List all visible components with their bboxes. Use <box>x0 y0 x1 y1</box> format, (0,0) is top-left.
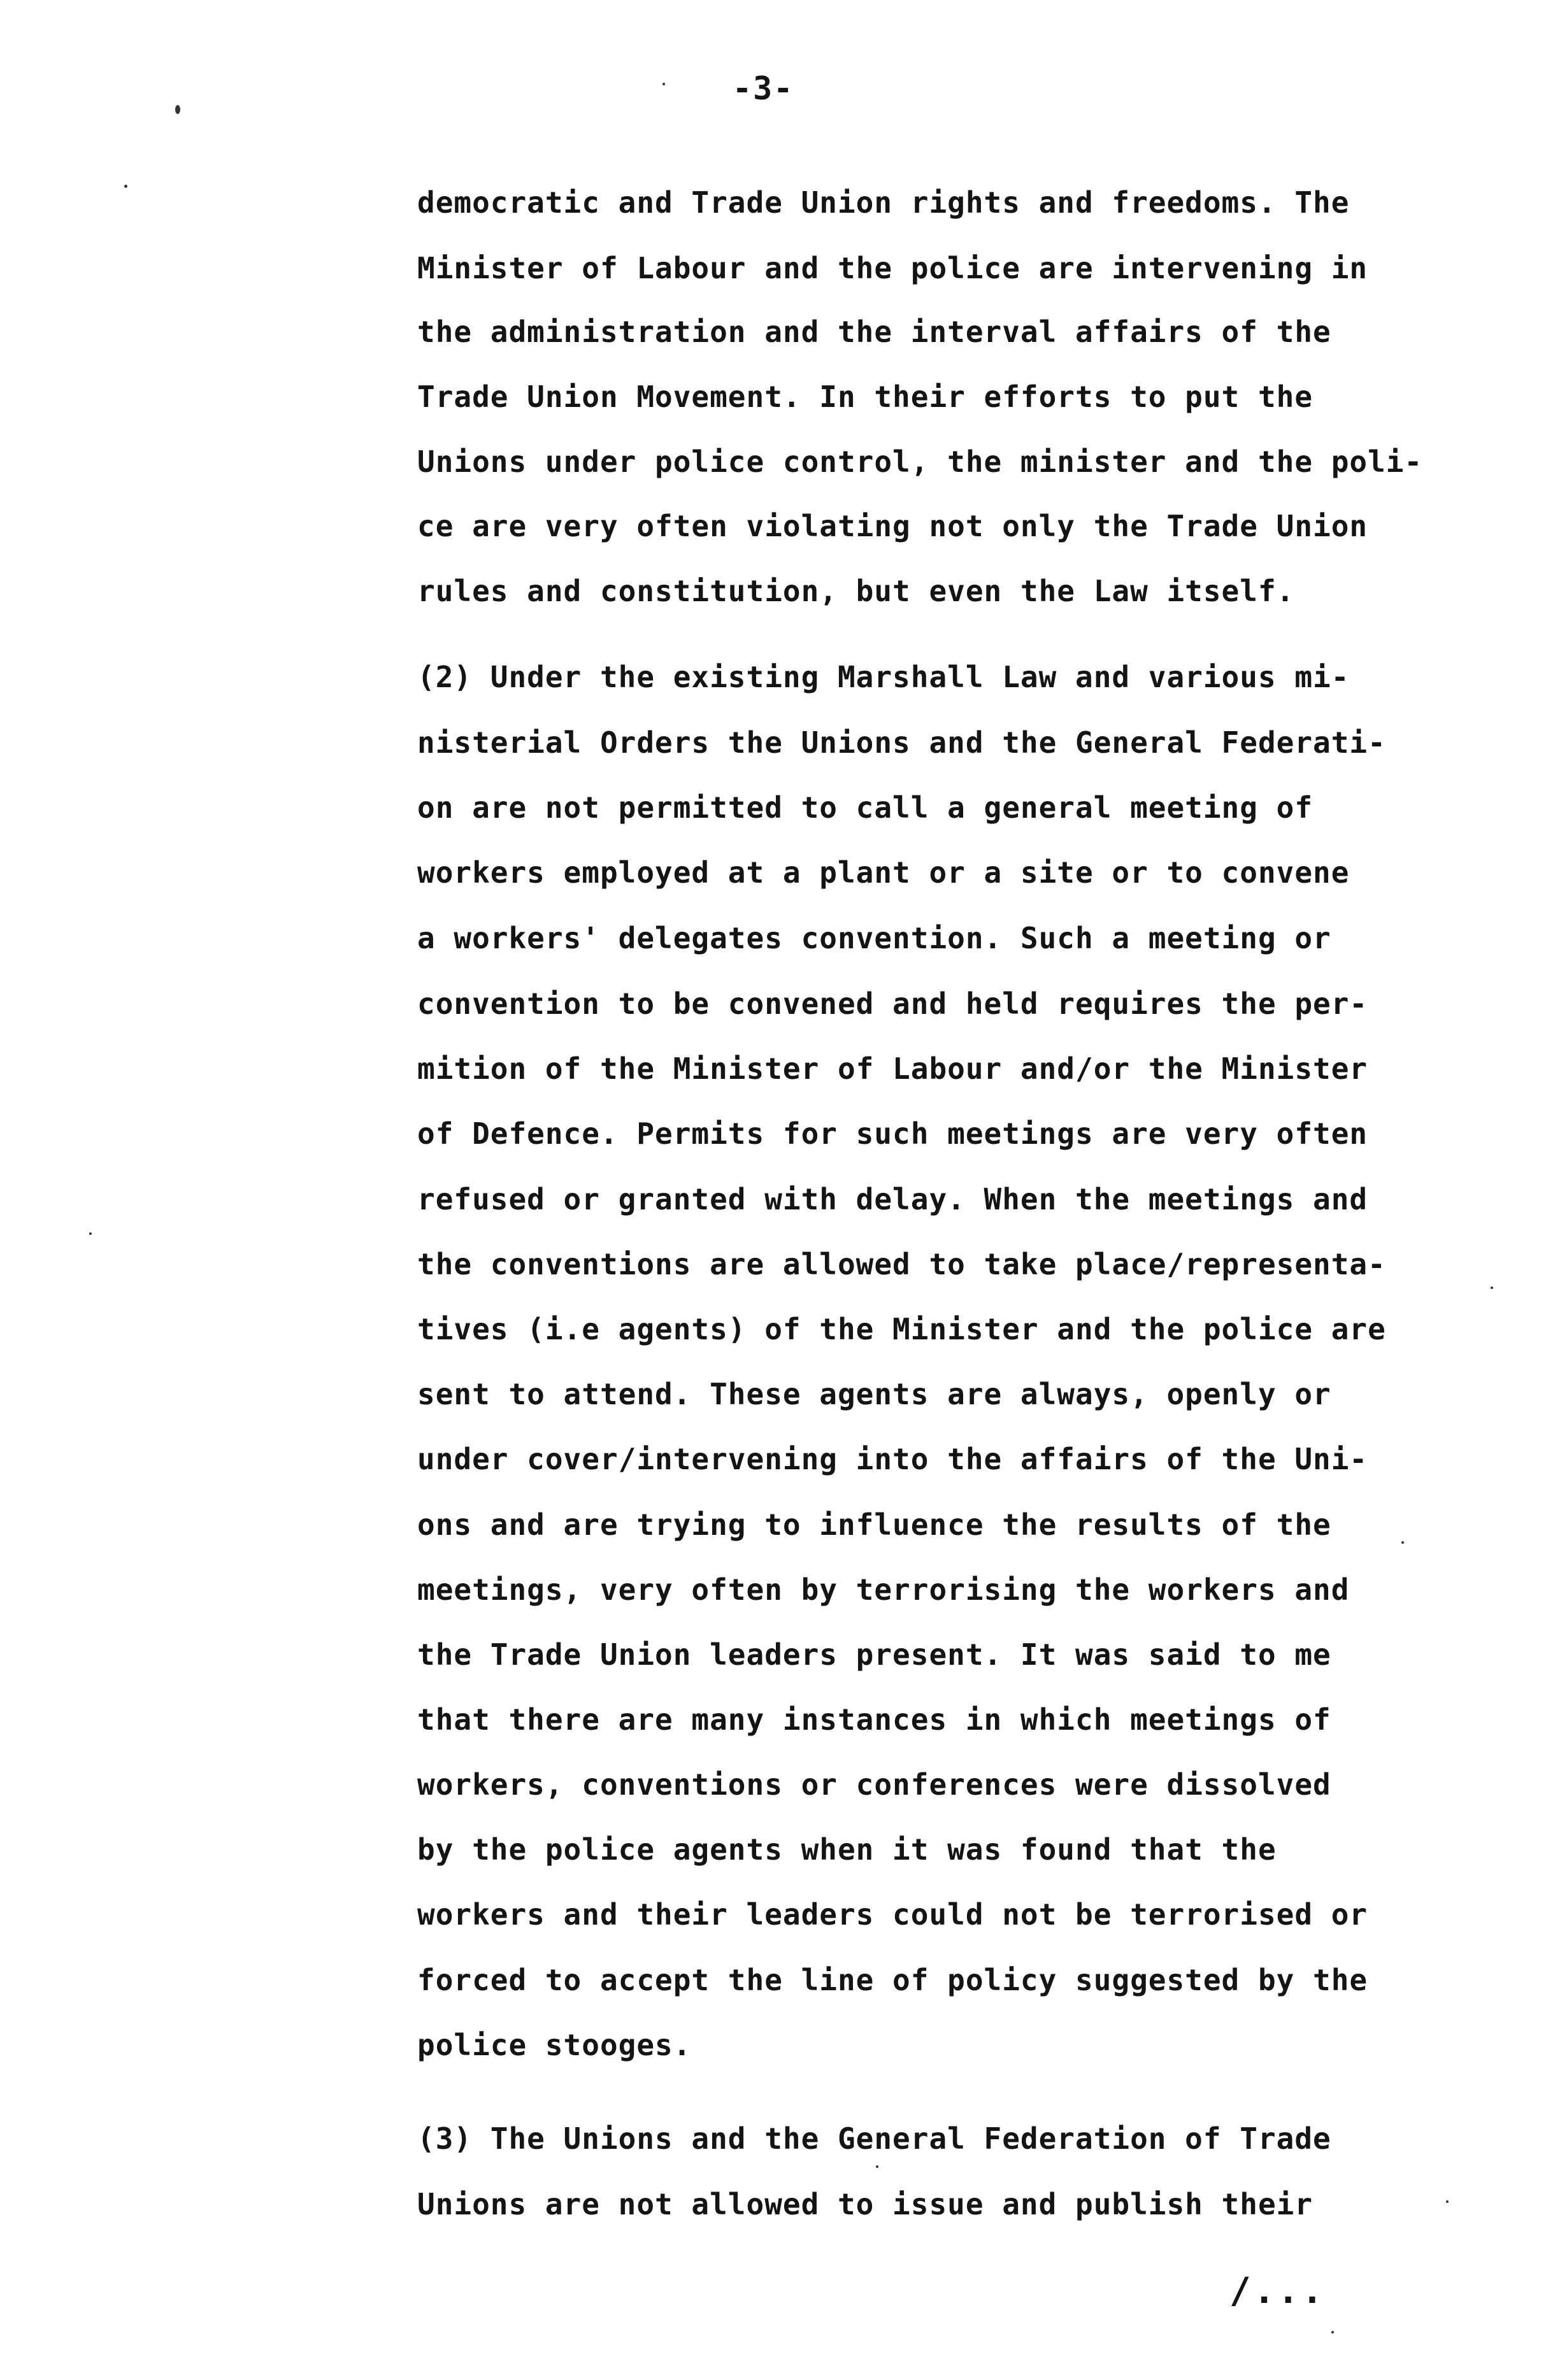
text-line: (3) The Unions and the General Federation of Trade <box>417 2121 1331 2156</box>
text-line: tives (i.e agents) of the Minister and the police are <box>417 1312 1386 1346</box>
text-line: workers, conventions or conferences were dissolved <box>417 1767 1331 1802</box>
scan-speck <box>175 105 180 114</box>
scan-speck <box>124 185 127 188</box>
text-line: the Trade Union leaders present. It was said to me <box>417 1637 1331 1672</box>
text-line: democratic and Trade Union rights and freedoms. The <box>417 185 1350 220</box>
scan-speck <box>876 2165 878 2168</box>
scan-speck <box>1491 1286 1493 1289</box>
text-line: that there are many instances in which meetings of <box>417 1702 1331 1737</box>
text-line: meetings, very often by terrorising the workers and <box>417 1572 1350 1607</box>
text-line: Trade Union Movement. In their efforts to put the <box>417 380 1313 414</box>
text-line: police stooges. <box>417 2028 692 2062</box>
text-line: workers and their leaders could not be terrorised or <box>417 1897 1368 1932</box>
text-line: on are not permitted to call a general meeting of <box>417 790 1313 825</box>
text-line: workers employed at a plant or a site or to convene <box>417 855 1350 890</box>
scan-speck <box>89 1232 92 1235</box>
scan-speck <box>1446 2200 1449 2203</box>
text-line: mition of the Minister of Labour and/or the Minister <box>417 1051 1368 1086</box>
page-number: -3- <box>733 70 794 107</box>
text-line: under cover/intervening into the affairs of the Uni- <box>417 1442 1368 1476</box>
text-line: Unions under police control, the minister and the poli- <box>417 445 1423 479</box>
text-line: ce are very often violating not only the Trade Union <box>417 509 1368 543</box>
scan-speck <box>1331 2331 1334 2334</box>
text-line: rules and constitution, but even the Law itself. <box>417 574 1295 608</box>
text-line: nisterial Orders the Unions and the General Federati- <box>417 725 1386 760</box>
text-line: of Defence. Permits for such meetings are very often <box>417 1116 1368 1151</box>
text-line: the administration and the interval affairs of the <box>417 315 1331 349</box>
continuation-mark: /... <box>1229 2270 1326 2312</box>
scan-speck <box>662 83 665 85</box>
text-line: forced to accept the line of policy suggested by the <box>417 1963 1368 1997</box>
text-line: by the police agents when it was found that the <box>417 1832 1277 1867</box>
text-line: ons and are trying to influence the results of the <box>417 1507 1331 1542</box>
text-line: (2) Under the existing Marshall Law and various mi- <box>417 660 1350 694</box>
scan-speck <box>1401 1541 1404 1544</box>
text-line: Unions are not allowed to issue and publish their <box>417 2187 1313 2221</box>
text-line: Minister of Labour and the police are intervening in <box>417 251 1368 285</box>
text-line: convention to be convened and held requires the per- <box>417 987 1368 1021</box>
text-line: the conventions are allowed to take place/representa- <box>417 1247 1386 1281</box>
text-line: a workers' delegates convention. Such a meeting or <box>417 921 1331 955</box>
text-line: sent to attend. These agents are always, openly or <box>417 1377 1331 1411</box>
text-line: refused or granted with delay. When the meetings and <box>417 1182 1368 1216</box>
